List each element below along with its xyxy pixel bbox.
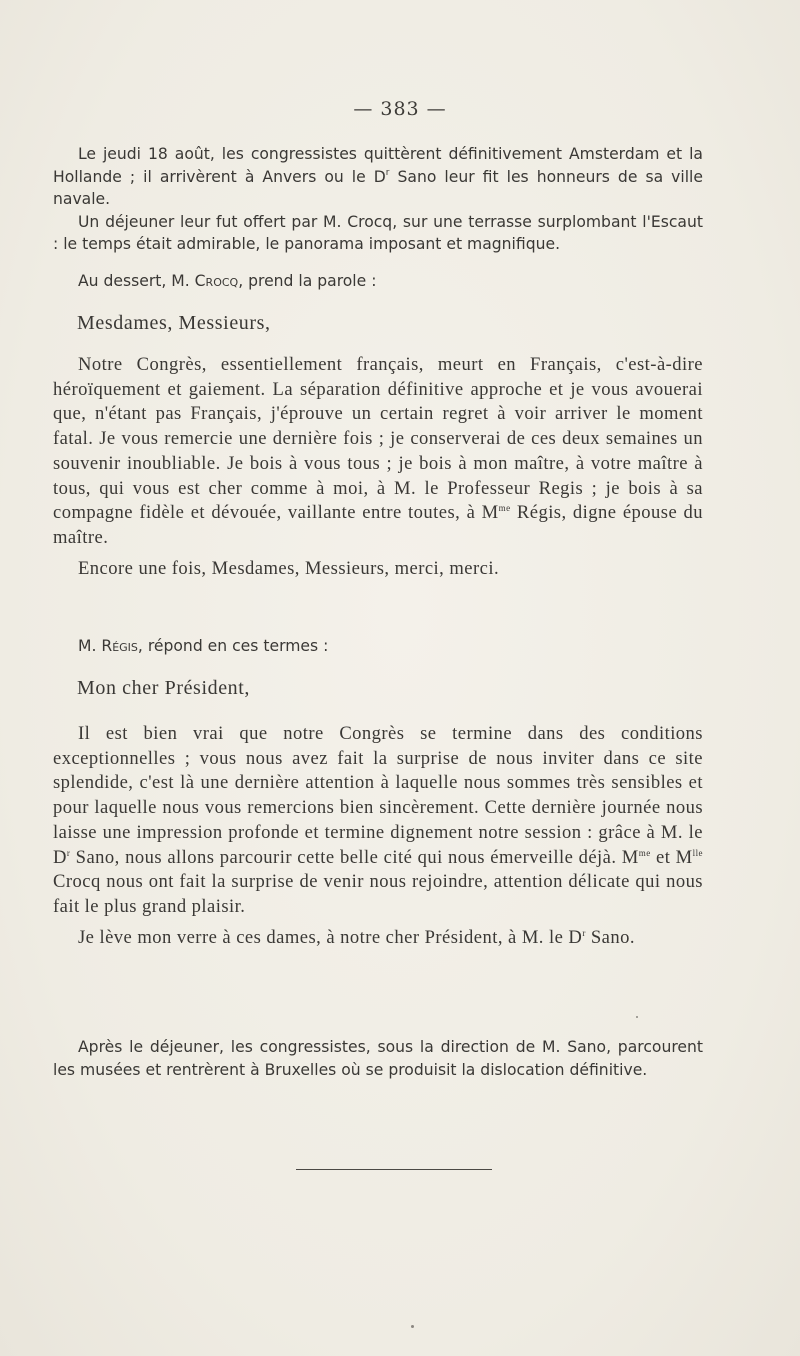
regis-speech-text-2: Sano, nous allons parcourir cette belle cité qui nous émerveille déjà. M	[70, 846, 639, 868]
page-number: — 383 —	[353, 98, 447, 120]
superscript: r	[582, 927, 586, 938]
paper-speck	[411, 1325, 414, 1328]
crocq-salutation-block	[77, 312, 727, 335]
regis-intro-prefix: M.	[78, 637, 102, 655]
superscript: me	[638, 847, 651, 858]
regis-speech-text-3: et M	[650, 846, 693, 868]
crocq-intro-prefix: Au dessert, M.	[78, 272, 195, 290]
crocq-speech-paragraph	[53, 353, 703, 551]
speaker-name-crocq: Crocq	[194, 272, 239, 290]
superscript: me	[498, 503, 511, 514]
narrative-section	[53, 143, 703, 256]
superscript: lle	[692, 847, 703, 858]
regis-speech-paragraph	[53, 722, 703, 920]
paper-speck	[636, 1016, 638, 1018]
crocq-speech	[53, 353, 703, 581]
regis-salutation-block	[77, 677, 727, 700]
arrival-paragraph	[53, 143, 703, 211]
arrival-text-end: Sano leur fit les honneurs de sa ville navale.	[53, 167, 703, 208]
regis-intro	[53, 635, 703, 658]
regis-toast-paragraph	[53, 926, 703, 951]
regis-speech-text: Il est bien vrai que notre Congrès se termine dans des conditions exceptionnelles ; vous nous avez fait la surprise de nous inviter dans ce site splendide, c'est là une dernière attention à laquelle nous sommes très sensibles et pour laquelle nous vous remercions bien sincèrement. Cette dernière journée nous laisse une impression profonde et termine dignement notre session : grâce à M. le D	[53, 723, 703, 868]
superscript: r	[385, 167, 390, 178]
crocq-intro	[53, 270, 703, 293]
crocq-thanks-paragraph: Encore une fois, Mesdames, Messieurs, merci, merci.	[78, 557, 500, 579]
regis-toast-text-end: Sano.	[585, 926, 635, 948]
regis-intro-line	[53, 635, 703, 658]
closing-paragraph: Après le déjeuner, les congressistes, sous la direction de M. Sano, parcourent les musées et rentrèrent à Bruxelles où se produisit la dislocation définitive.	[53, 1038, 703, 1079]
arrival-text: Le jeudi 18 août, les congressistes quittèrent définitivement Amsterdam et la Hollande ; il arrivèrent à Anvers ou le D	[53, 145, 703, 186]
regis-toast-text: Je lève mon verre à ces dames, à notre cher Président, à M. le D	[78, 926, 583, 948]
regis-speech	[53, 722, 703, 950]
closing-section	[53, 1036, 703, 1081]
regis-intro-suffix: , répond en ces termes :	[137, 637, 329, 655]
crocq-intro-line	[53, 270, 703, 293]
closing-rule	[296, 1169, 492, 1170]
superscript: r	[66, 847, 71, 858]
regis-salutation: Mon cher Président,	[77, 677, 251, 699]
regis-speech-text-4: Crocq nous ont fait la surprise de venir nous rejoindre, attention délicate qui nous fait le plus grand plaisir.	[53, 871, 703, 917]
crocq-intro-suffix: , prend la parole :	[238, 272, 377, 290]
crocq-speech-text-end: Régis, digne épouse du maître.	[53, 502, 703, 548]
crocq-speech-text: Notre Congrès, essentiellement français, meurt en Français, c'est-à-dire héroïquement et gaiement. La séparation définitive approche et je vous avouerai que, n'étant pas Français, j'éprouve un certain regret à voir arriver le moment fatal. Je vous remercie une dernière fois ; je conserverai de ces deux semaines un souvenir inoubliable. Je bois à vous tous ; je bois à mon maître, à votre maître à tous, qui vous est cher comme à moi, à M. le Professeur Regis ; je bois à sa compagne fidèle et dévouée, vaillante entre toutes, à M	[53, 354, 703, 524]
speaker-name-regis: Régis	[101, 637, 138, 655]
lunch-paragraph: Un déjeuner leur fut offert par M. Crocq, sur une terrasse surplombant l'Escaut : le temps était admirable, le panorama imposant et magnifique.	[53, 212, 703, 253]
crocq-salutation: Mesdames, Messieurs,	[77, 312, 271, 334]
